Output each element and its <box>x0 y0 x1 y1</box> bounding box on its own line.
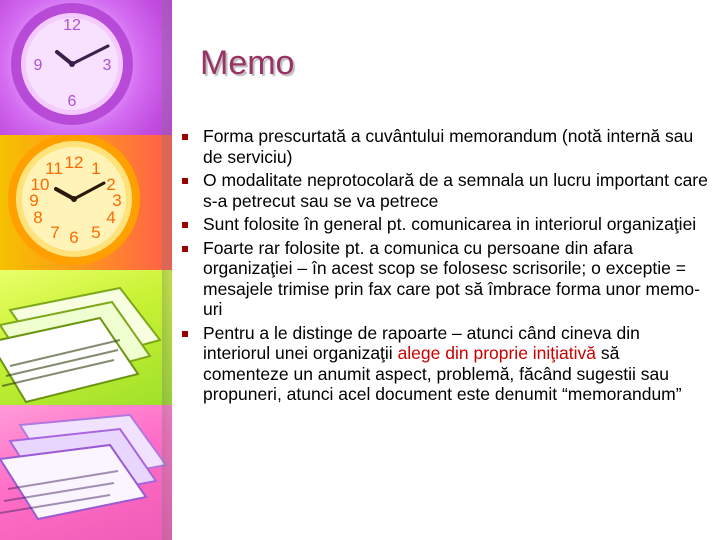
bullet-square-icon <box>182 246 188 252</box>
clock-numeral: 4 <box>106 208 116 227</box>
clock-numeral: 12 <box>64 153 84 172</box>
list-item <box>178 323 708 405</box>
bullet-text: O modalitate neprotocolară de a semnala un lucru important care s-a petrecut sau se va petrece <box>203 170 708 211</box>
slide-title: Memo <box>200 44 295 82</box>
clock-numeral: 10 <box>30 175 50 194</box>
clock-numeral: 5 <box>91 223 101 242</box>
purple-clock-image <box>0 0 172 135</box>
decorative-image-strip <box>0 0 172 540</box>
bullet-text-after: să comenteze un anumit aspect, problemă, făcând sugestii sau propuneri, atunci acel document este denumit “memorandum” <box>203 343 682 404</box>
list-item <box>178 170 708 211</box>
clock-numeral: 6 <box>69 228 79 247</box>
strip-shadow <box>162 0 172 540</box>
clock-numeral: 3 <box>102 57 112 74</box>
bullet-square-icon <box>182 222 188 228</box>
clock-numeral: 8 <box>33 208 43 227</box>
orange-clock-image <box>0 135 172 270</box>
clock-numeral: 2 <box>106 175 116 194</box>
highlighted-phrase: alege din proprie iniţiativă <box>397 343 597 363</box>
purple-clock-icon <box>0 0 172 135</box>
green-papers-image <box>0 270 172 405</box>
bullet-text: Forma prescurtată a cuvântului memorandum (notă internă sau de serviciu) <box>203 126 694 167</box>
clock-numeral: 6 <box>67 93 77 110</box>
list-item <box>178 126 708 167</box>
list-item <box>178 214 708 235</box>
clock-numeral: 9 <box>29 191 39 210</box>
bullet-list <box>178 126 708 408</box>
bullet-square-icon <box>182 178 188 184</box>
orange-clock-icon <box>0 135 172 270</box>
bullet-text: Foarte rar folosite pt. a comunica cu persoane din afara organizaţiei – în acest scop se folosesc scrisorile; o exceptie = mesajele trimise prin fax care pot să îmbrace forma unor memo-uri <box>203 237 700 319</box>
clock-numeral: 9 <box>33 57 43 74</box>
clock-numeral: 7 <box>50 223 60 242</box>
clock-numeral: 12 <box>63 17 81 34</box>
bullet-square-icon <box>182 331 188 337</box>
clock-numeral: 1 <box>91 159 101 178</box>
clock-numeral: 3 <box>112 191 122 210</box>
paper-stack-icon <box>0 270 172 405</box>
bullet-square-icon <box>182 134 188 140</box>
paper-stack-icon <box>0 405 172 540</box>
clock-numeral: 11 <box>45 159 63 178</box>
pink-papers-image <box>0 405 172 540</box>
bullet-text: Sunt folosite în general pt. comunicarea in interiorul organizaţiei <box>203 214 697 234</box>
bullet-text-before: Pentru a le distinge de rapoarte – atunci când cineva din interiorul unei organizaţii <box>203 322 640 363</box>
list-item <box>178 238 708 320</box>
